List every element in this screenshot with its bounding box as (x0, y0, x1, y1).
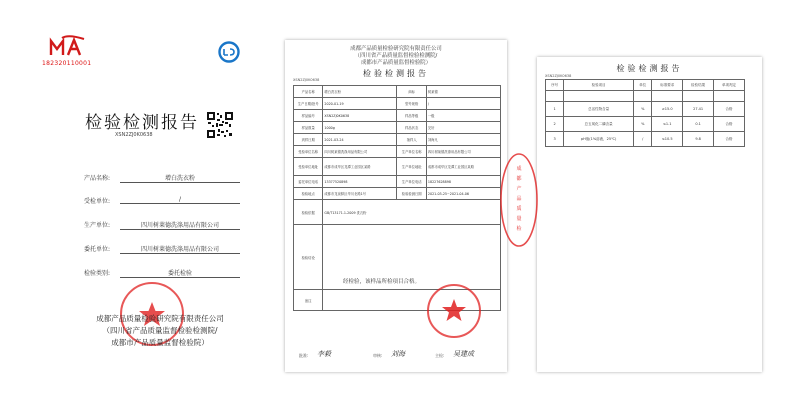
cell-no: 2 (546, 117, 564, 132)
cell-value: 树莱德 (426, 86, 500, 98)
svg-text:质: 质 (516, 206, 522, 212)
field-manufacturer (60, 220, 240, 232)
header-cell: 检验结果 (683, 80, 714, 91)
cell-value: GB/T13171.1-2009 洗衣粉 (323, 200, 501, 225)
reviewer-signature: 刘海 (391, 350, 405, 358)
cell-value: 2021-03-25~2021-04-06 (426, 188, 500, 200)
svg-text:量: 量 (516, 216, 522, 222)
cell-label: 样品数量 (294, 122, 323, 134)
svg-text:检: 检 (516, 226, 522, 232)
cell-result: 0.1 (683, 117, 714, 132)
cell-item: 总五氧化二磷含量 (564, 117, 634, 132)
header-cell: 单位 (634, 80, 652, 91)
empty-cell (546, 91, 564, 102)
cell-value: 四川树莱德洗涤用品有限公司 (323, 146, 397, 158)
table-row (294, 176, 501, 188)
cover-title: 检验检测报告 (85, 113, 199, 133)
report-info-page (285, 40, 507, 372)
svg-text:产: 产 (516, 186, 522, 192)
cell-value: 成都市成华区龙潭工业园区某路 (323, 158, 397, 176)
cell-label: 样品状态 (397, 122, 426, 134)
cell-label: 样品编号 (294, 110, 323, 122)
cell-item: 总活性物含量 (564, 102, 634, 117)
cell-label: 生产单位地址 (397, 158, 426, 176)
cell-label: 检验地点 (294, 188, 323, 200)
cell-result: 27.41 (683, 102, 714, 117)
svg-text:都: 都 (516, 176, 522, 182)
cell-label: 抽样人 (397, 134, 426, 146)
empty-cell (564, 91, 634, 102)
cell-value: 一级 (426, 110, 500, 122)
cell-label: 受检单位名称 (294, 146, 323, 158)
qr-code-icon (207, 112, 233, 138)
header-cell: 检验项目 (564, 80, 634, 91)
header-line: 成都产品质量检验研究院有限责任公司 (350, 46, 442, 52)
empty-cell (714, 91, 745, 102)
field-value: 增白洗衣粉 (120, 173, 240, 183)
empty-cell (683, 91, 714, 102)
svg-text:品: 品 (516, 196, 522, 202)
footer-line: （四川省产品质量监督检验检测院/ (102, 326, 218, 335)
field-value: / (120, 196, 240, 204)
page-title: 检验检测报告 (363, 69, 429, 78)
table-row (546, 132, 745, 147)
field-inspected-unit (60, 196, 240, 208)
cma-number: 182320110001 (42, 60, 92, 67)
table-row (294, 146, 501, 158)
inspection-seal-icon (425, 282, 483, 340)
field-value: 委托检验 (120, 268, 240, 278)
inspector-label: 主检: (435, 353, 445, 358)
table-row (294, 188, 501, 200)
cell-label: 产品名称 (294, 86, 323, 98)
cell-label: 型号规格 (397, 98, 426, 110)
table-subheader-row (546, 91, 745, 102)
table-row (546, 102, 745, 117)
cell-value: 完好 (426, 122, 500, 134)
header-cell: 标准要求 (652, 80, 683, 91)
table-row (294, 86, 501, 98)
cell-requirement: ≥15.0 (652, 102, 683, 117)
cell-label: 检验检测日期 (397, 188, 426, 200)
page-header-institution (285, 46, 507, 67)
field-label: 产品名称: (83, 175, 110, 182)
field-product-name (60, 173, 240, 185)
cell-value: 四川树莱德洗涤用品有限公司 (426, 146, 500, 158)
report-number: XSN2ZJ0K0638 (545, 74, 572, 78)
field-label: 受检单位: (83, 198, 110, 205)
approver-signature: 李毅 (317, 350, 331, 358)
approver-label: 批准: (299, 353, 309, 358)
cell-value: 2021-03-24 (323, 134, 397, 146)
cell-no: 3 (546, 132, 564, 147)
field-client (60, 244, 240, 256)
cma-logo-icon (48, 35, 88, 59)
cell-verdict: 合格 (714, 117, 745, 132)
report-number: XSN2ZJ0K0638 (293, 78, 320, 82)
footer-line: 成都市产品质量监督检验院） (111, 338, 209, 347)
cell-requirement: ≤1.1 (652, 117, 683, 132)
cell-value: 1000g (323, 122, 397, 134)
cell-label: 生产日期/批号 (294, 98, 323, 110)
field-label: 生产单位: (83, 222, 110, 229)
cell-label: 样品等级 (397, 110, 426, 122)
empty-cell (652, 91, 683, 102)
cal-logo-icon (218, 41, 240, 63)
header-cell: 单项判定 (714, 80, 745, 91)
cell-value: 增白洗衣粉 (323, 86, 397, 98)
field-value: 四川树莱德洗涤用品有限公司 (120, 244, 240, 254)
results-table (545, 79, 745, 147)
table-row (294, 98, 501, 110)
cell-value: 2020-01-19 (323, 98, 397, 110)
reviewer-label: 审核: (373, 353, 383, 358)
empty-cell (634, 91, 652, 102)
cell-value: / (426, 98, 500, 110)
header-line: （四川省产品质量监督检验检测院/ (354, 53, 438, 59)
footer-line: 成都产品质量检验研究院有限责任公司 (96, 314, 224, 323)
cell-value: 刘海凡 (426, 134, 500, 146)
cell-item: pH值(1%溶液，25℃) (564, 132, 634, 147)
cell-value: 18227628898 (426, 176, 500, 188)
report-results-page (537, 57, 762, 372)
cell-verdict: 合格 (714, 132, 745, 147)
cell-label: 生产单位名称 (397, 146, 426, 158)
table-row (294, 158, 501, 176)
cell-verdict: 合格 (714, 102, 745, 117)
table-row (294, 122, 501, 134)
conclusion-text: 经检验，该样品所检项目合格。 (343, 279, 421, 285)
cell-label: 检验依据 (294, 200, 323, 225)
cell-value: 成都市成华区龙潭工业园区某路 (426, 158, 500, 176)
cell-value: XSN2ZJ0K0638 (323, 110, 397, 122)
table-row (294, 134, 501, 146)
cell-result: 9.8 (683, 132, 714, 147)
header-line: 成都市产品质量监督检验院） (360, 60, 432, 66)
cell-label: 受检单位地址 (294, 158, 323, 176)
field-label: 委托单位: (83, 246, 110, 253)
inspector-signature: 吴建成 (453, 350, 474, 358)
cell-unit: % (634, 117, 652, 132)
table-row-basis (294, 200, 501, 225)
cell-label: 生产单位电话 (397, 176, 426, 188)
cover-report-number: XSN2ZJ0K0638 (115, 132, 153, 138)
cell-unit: / (634, 132, 652, 147)
cell-no: 1 (546, 102, 564, 117)
cell-value: 成都市龙泉驿区华川北路1号 (323, 188, 397, 200)
cell-label: 商标 (397, 86, 426, 98)
svg-text:成: 成 (516, 166, 522, 172)
header-cell: 序号 (546, 80, 564, 91)
cell-unit: % (634, 102, 652, 117)
field-inspection-type (60, 268, 240, 280)
table-header-row (546, 80, 745, 91)
cell-requirement: ≤10.5 (652, 132, 683, 147)
page-title: 检验检测报告 (616, 64, 683, 73)
cross-page-seal-icon (498, 150, 540, 250)
cell-value: 13377520898 (323, 176, 397, 188)
cell-label: 委托单位电话 (294, 176, 323, 188)
cell-label: 备注 (294, 290, 323, 311)
field-value: 四川树莱德洗涤用品有限公司 (120, 220, 240, 230)
field-label: 检验类别: (83, 270, 110, 277)
cover-footer-institution (70, 313, 250, 349)
cell-label: 到样日期 (294, 134, 323, 146)
cell-label: 检验结论 (294, 225, 323, 290)
table-row (294, 110, 501, 122)
table-row (546, 117, 745, 132)
